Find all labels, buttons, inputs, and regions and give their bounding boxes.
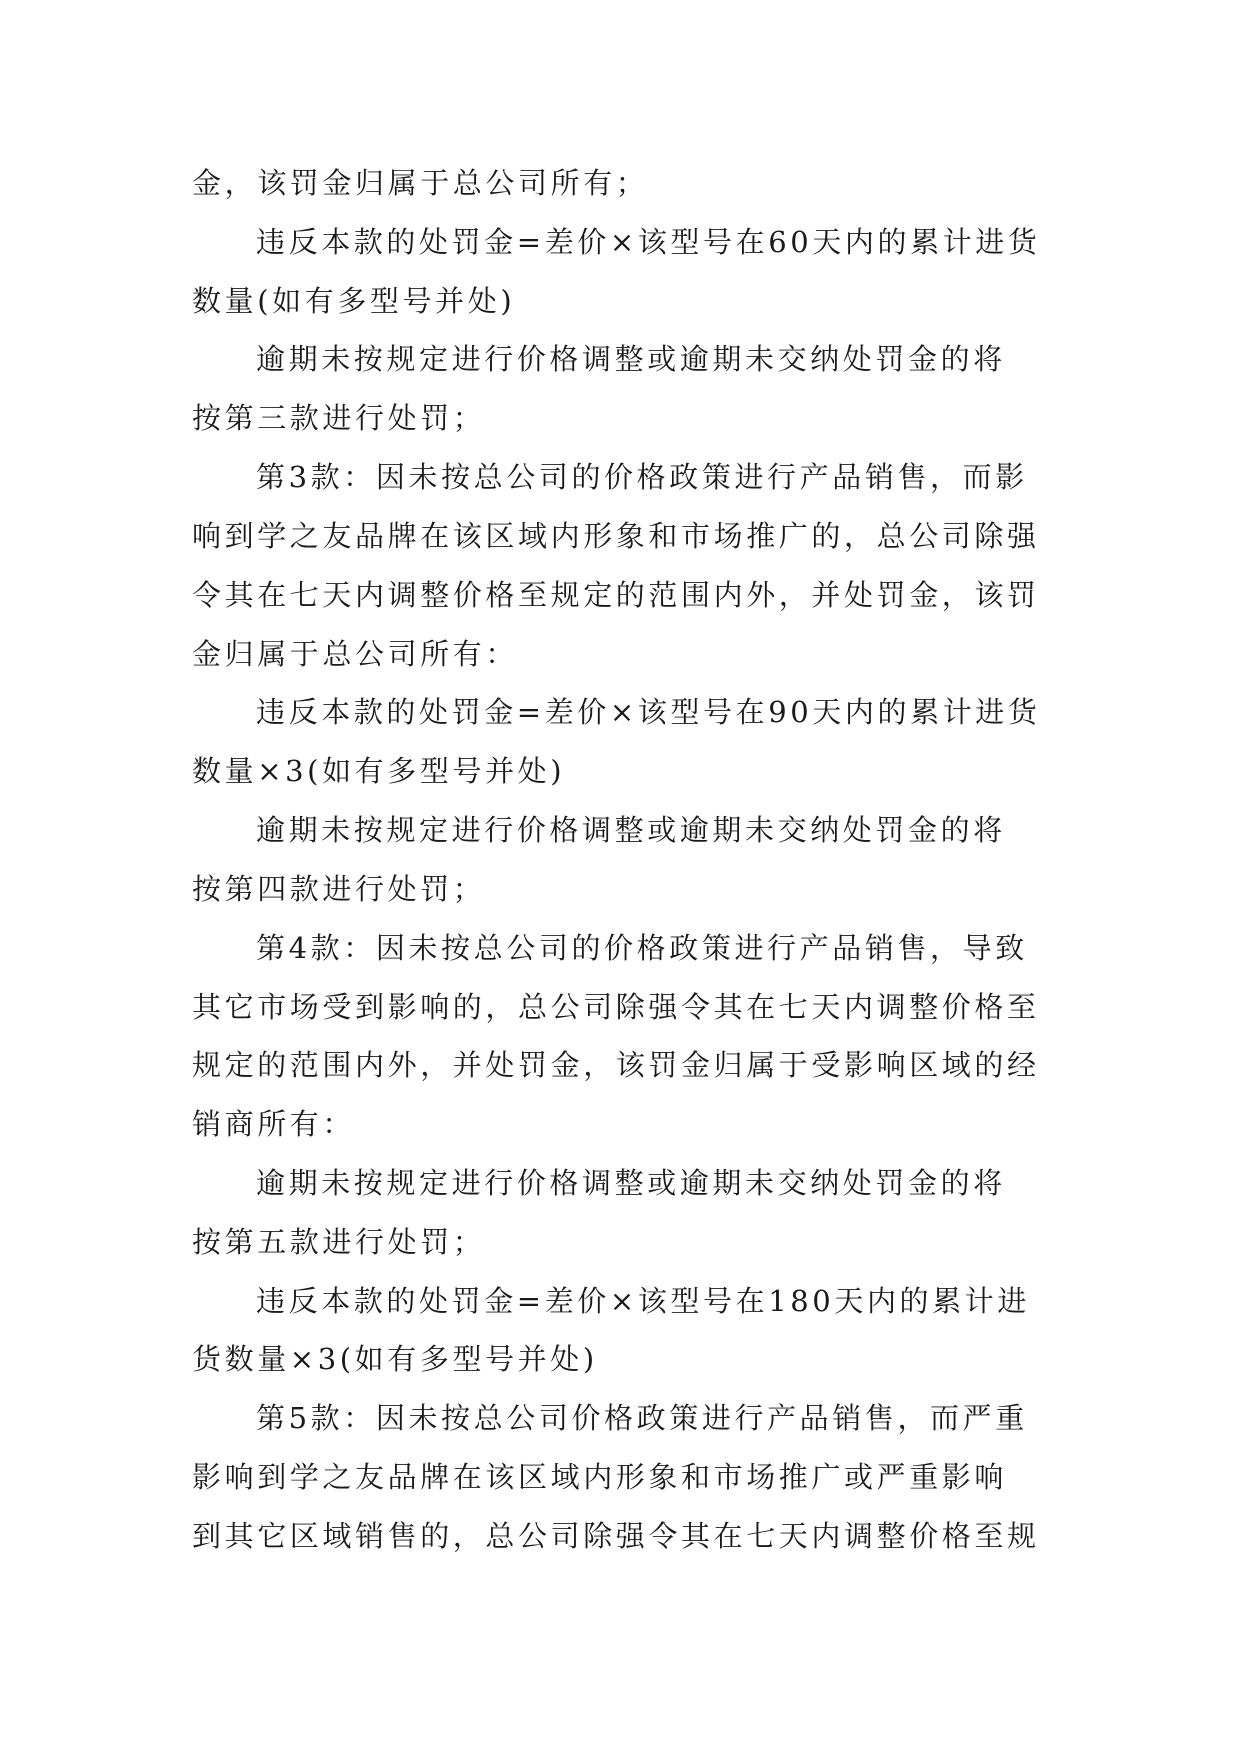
text-line: 影响到学之友品牌在该区域内形象和市场推广或严重影响 bbox=[192, 1460, 1008, 1494]
text-line: 其它市场受到影响的，总公司除强令其在七天内调整价格至 bbox=[192, 990, 1040, 1024]
text-line: 金，该罚金归属于总公司所有； bbox=[192, 166, 649, 200]
text-line: 按第四款进行处罚； bbox=[192, 872, 486, 906]
text-line: 逾期未按规定进行价格调整或逾期未交纳处罚金的将 bbox=[256, 813, 1006, 847]
text-line: 违反本款的处罚金=差价×该型号在60天内的累计进货 bbox=[256, 225, 1041, 259]
text-line: 第5款：因未按总公司价格政策进行产品销售，而严重 bbox=[256, 1401, 1028, 1435]
text-line: 规定的范围内外，并处罚金，该罚金归属于受影响区域的经 bbox=[192, 1048, 1040, 1082]
text-line: 第4款：因未按总公司的价格政策进行产品销售，导致 bbox=[256, 931, 1028, 965]
text-line: 第3款：因未按总公司的价格政策进行产品销售，而影 bbox=[256, 460, 1028, 494]
text-line: 数量×3(如有多型号并处) bbox=[192, 754, 566, 788]
text-line: 按第五款进行处罚； bbox=[192, 1225, 486, 1259]
text-line: 金归属于总公司所有： bbox=[192, 637, 519, 671]
text-line: 销商所有： bbox=[192, 1107, 356, 1141]
text-line: 响到学之友品牌在该区域内形象和市场推广的，总公司除强 bbox=[192, 519, 1040, 553]
text-line: 违反本款的处罚金=差价×该型号在90天内的累计进货 bbox=[256, 695, 1041, 729]
text-line: 数量(如有多型号并处) bbox=[192, 284, 516, 318]
text-line: 逾期未按规定进行价格调整或逾期未交纳处罚金的将 bbox=[256, 1166, 1006, 1200]
text-line: 违反本款的处罚金=差价×该型号在180天内的累计进 bbox=[256, 1284, 1030, 1318]
text-line: 逾期未按规定进行价格调整或逾期未交纳处罚金的将 bbox=[256, 342, 1006, 376]
text-line: 货数量×3(如有多型号并处) bbox=[192, 1342, 598, 1376]
text-line: 按第三款进行处罚； bbox=[192, 401, 486, 435]
text-line: 令其在七天内调整价格至规定的范围内外，并处罚金，该罚 bbox=[192, 578, 1040, 612]
text-line: 到其它区域销售的，总公司除强令其在七天内调整价格至规 bbox=[192, 1519, 1040, 1553]
